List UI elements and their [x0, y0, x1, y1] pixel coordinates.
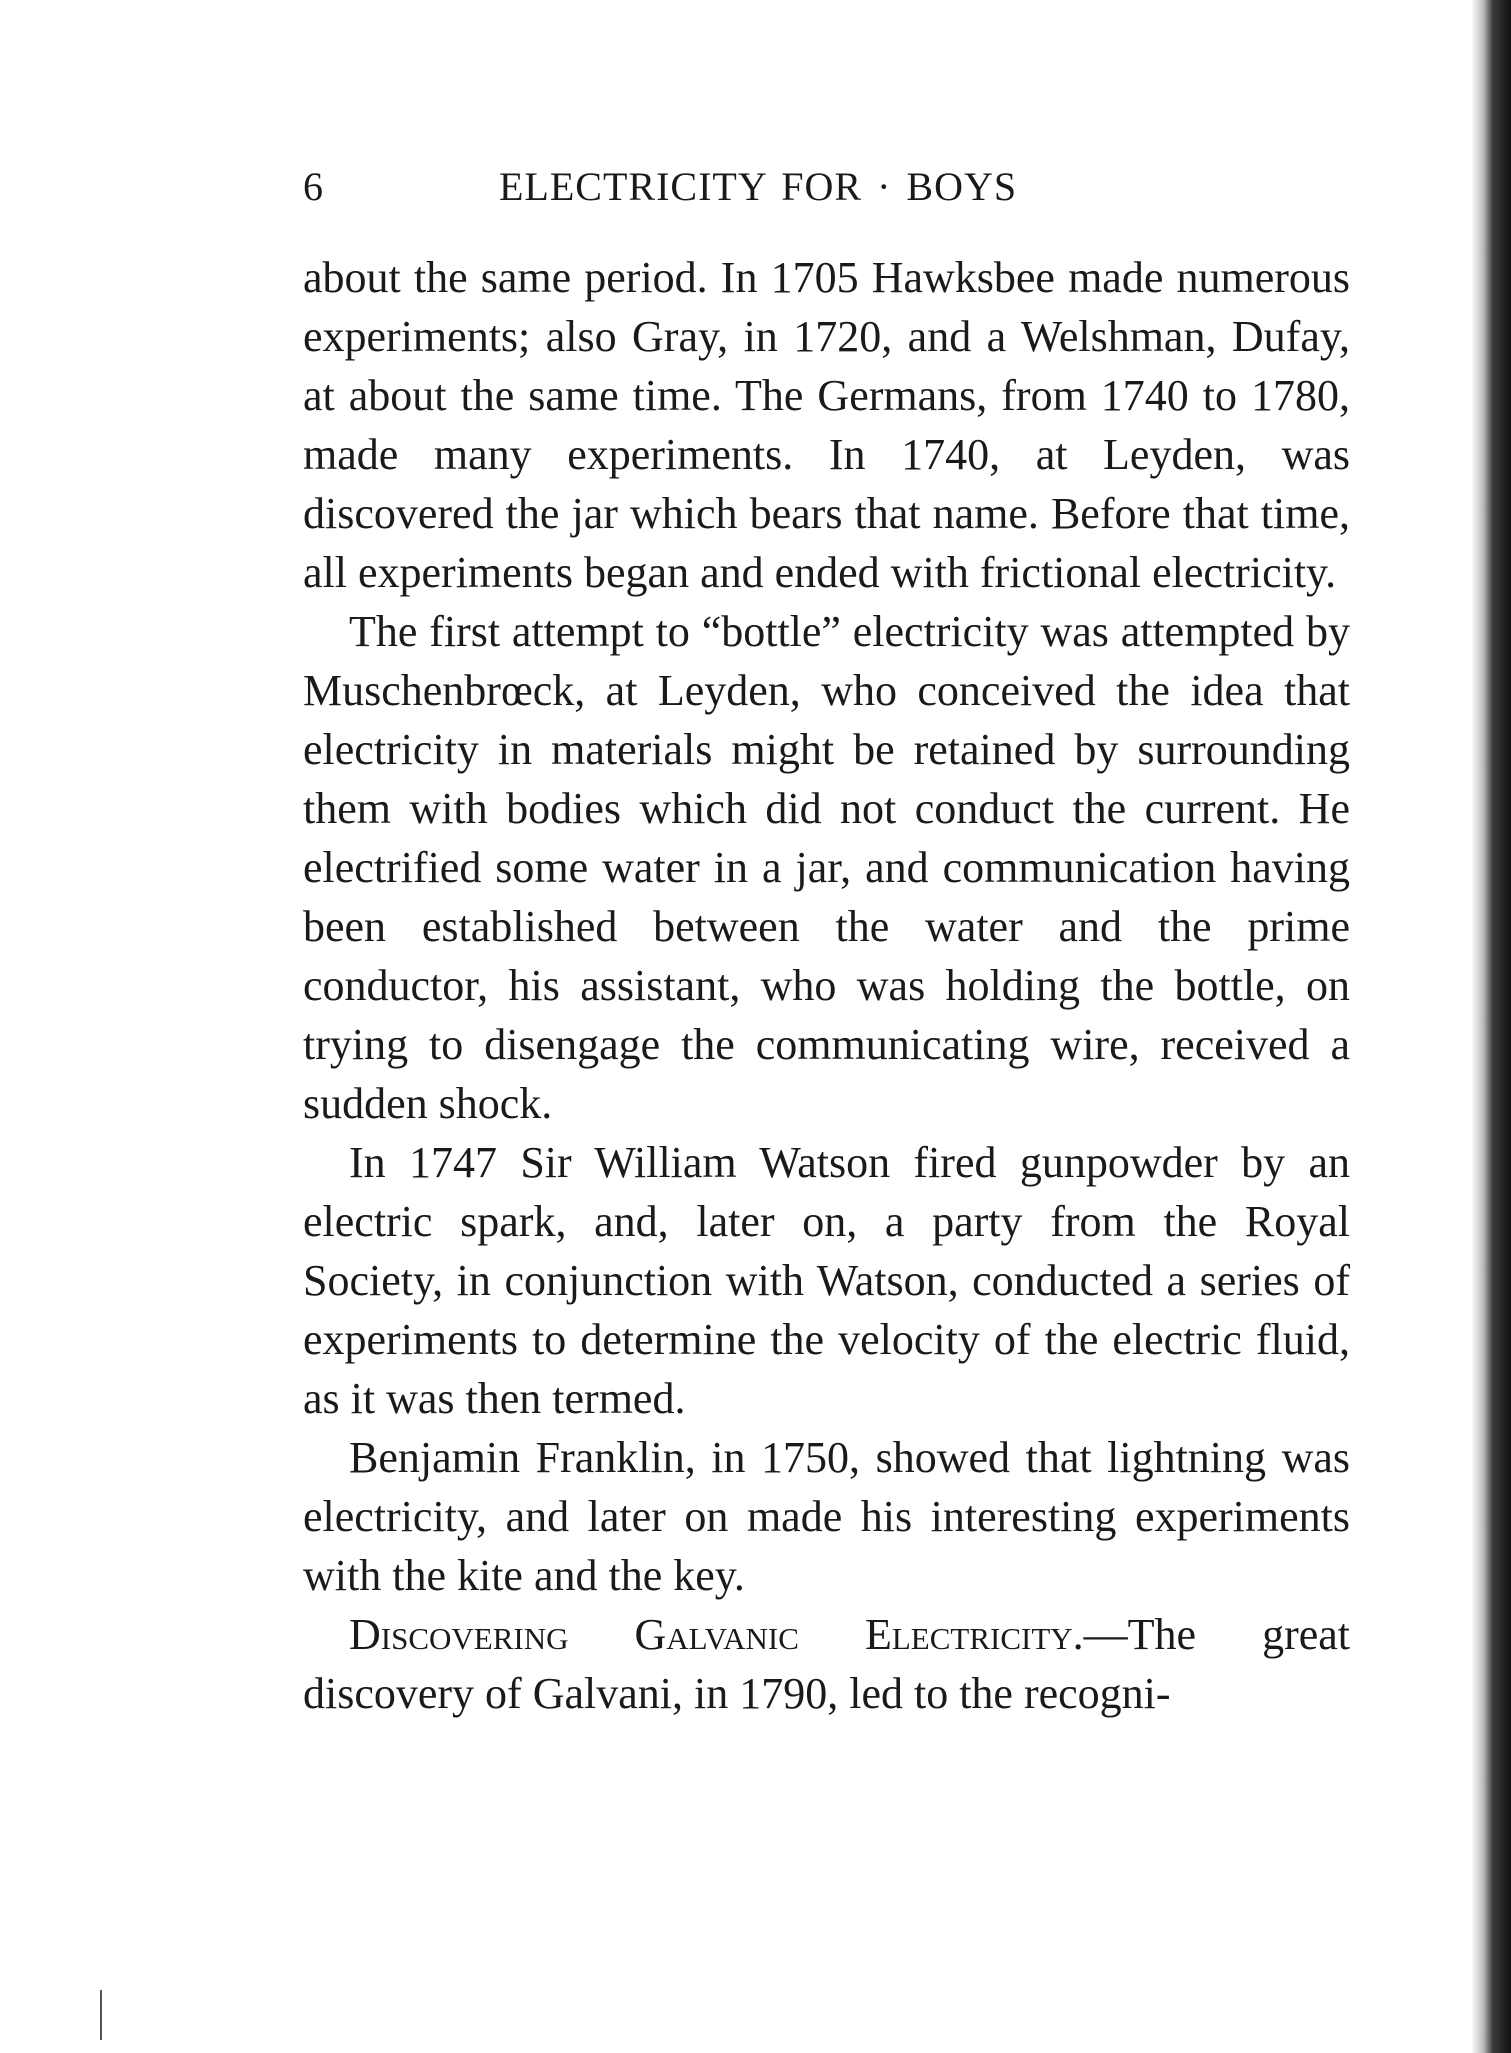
- section-heading: Discovering Galvanic Electricity.: [349, 1610, 1084, 1659]
- section-text: —The great discovery of Galvani, in 1790, led to the recogni-: [303, 1610, 1350, 1718]
- running-header: [303, 163, 1351, 211]
- paragraph-5: [303, 1605, 1350, 1723]
- paragraph-1: about the same period. In 1705 Hawksbee made numerous experiments; also Gray, in 1720, and a Welshman, Dufay, at about the same time. The Germans, from 1740 to 1780, made many experiments. In 1740, at Leyden, was discovered the jar which bears that name. Before that time, all experiments began and ended with frictional electricity.: [303, 253, 1350, 597]
- page-number: 6: [303, 164, 324, 209]
- paragraph-2: The first attempt to “bottle” electricity was attempted by Muschenbrœck, at Leyden, who conceived the idea that electricity in materials might be retained by surrounding them with bodies which did not conduct the current. He electrified some water in a jar, and communication having been established between the water and the prime conductor, his assistant, who was holding the bottle, on trying to disengage the communicating wire, received a sudden shock.: [303, 607, 1350, 1128]
- paragraph-3: In 1747 Sir William Watson fired gunpowder by an electric spark, and, later on, a party from the Royal Society, in conjunction with Watson, conducted a series of experiments to determine the velocity of the electric fluid, as it was then termed.: [303, 1138, 1350, 1423]
- page-binding-shadow: [1471, 0, 1511, 2053]
- running-title: ELECTRICITY FOR · BOYS: [499, 164, 1018, 209]
- scan-artifact-mark: [100, 1990, 102, 2040]
- paragraph-4: Benjamin Franklin, in 1750, showed that lightning was electricity, and later on made his interesting experiments with the kite and the key.: [303, 1433, 1350, 1600]
- body-text: [303, 248, 1350, 1723]
